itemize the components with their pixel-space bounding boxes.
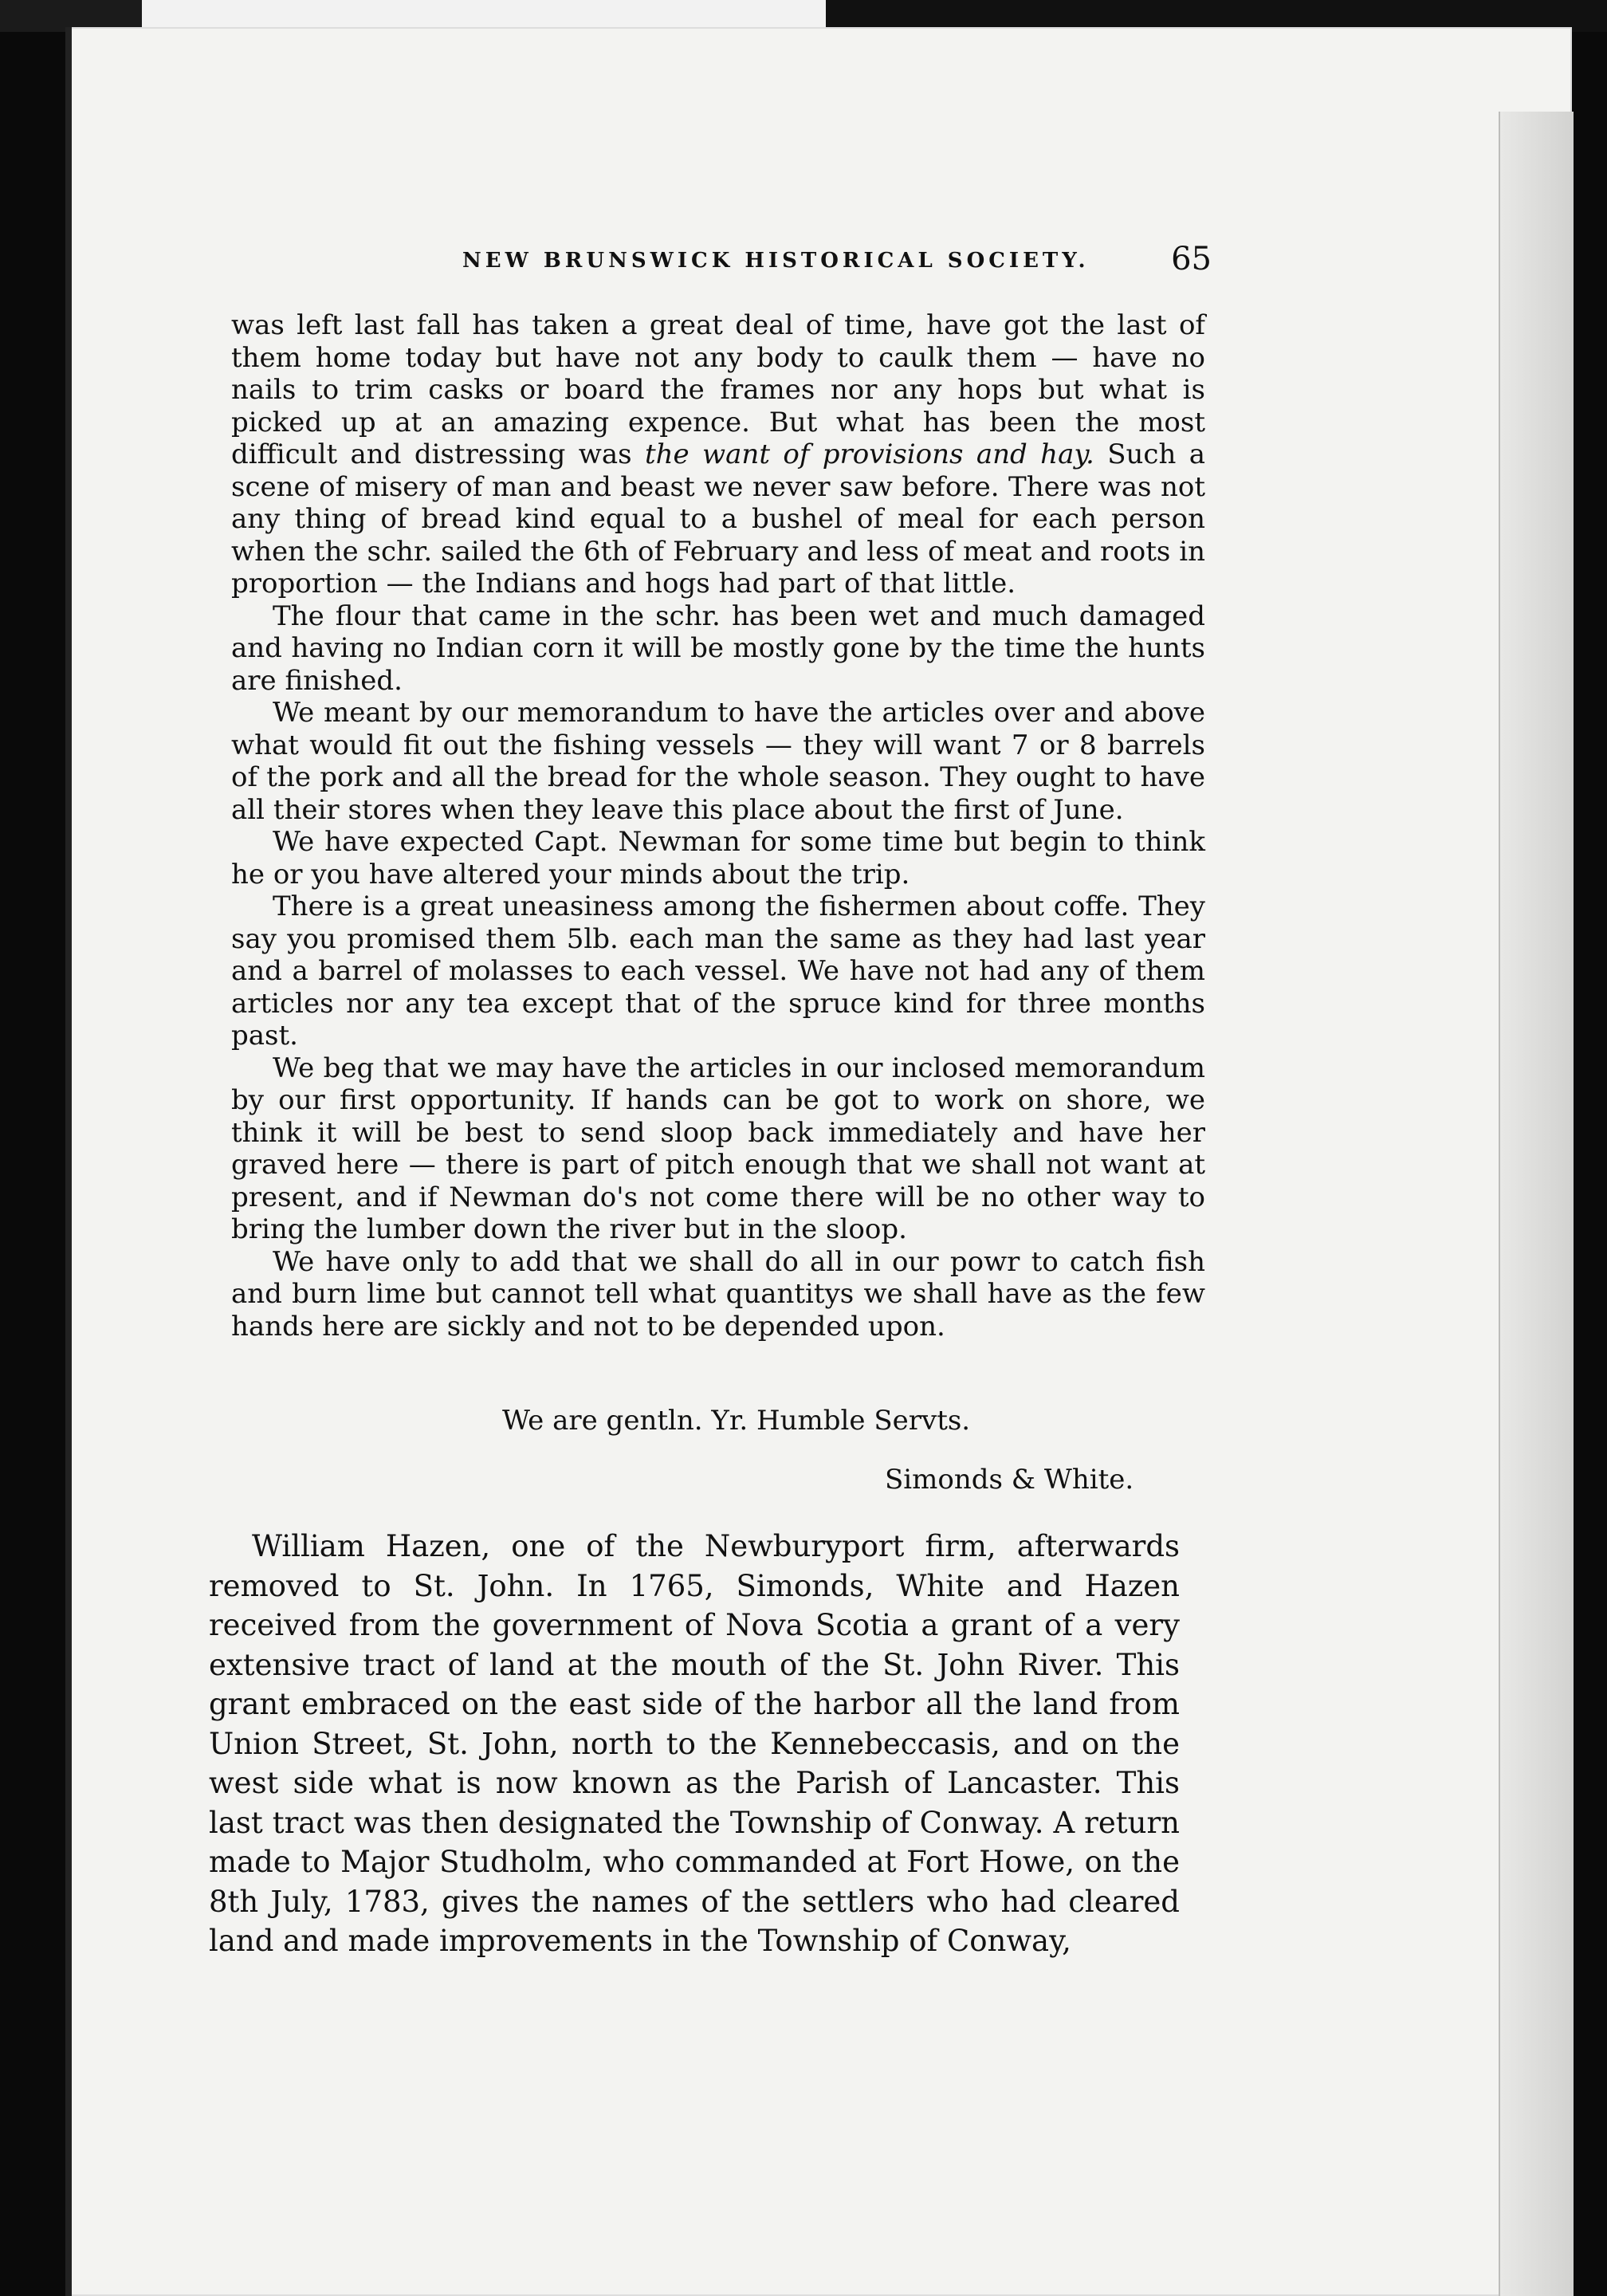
page-left-edge — [65, 27, 72, 2296]
letter-paragraph-1 — [231, 309, 1205, 600]
letter-paragraph-6: We beg that we may have the articles in our inclosed memorandum by our first opportunity. If hands can be got to work on shore, we think it will be best to send sloop back immediately and have her graved here — there is part of pitch enough that we shall not want at present, and if Newman do's not come there will be no other way to bring the lumber down the river but in the sloop. — [231, 1052, 1205, 1245]
letter-paragraph-1-italic: the want of provisions and hay. — [644, 438, 1094, 470]
letter-paragraph-1-part-b: Such a scene of misery of man and beast we never saw before. There was not any thing of bread kind equal to a bushel of meal for each person when the schr. sailed the 6th of February and less of meat and roots in proportion — the Indians and hogs had part of that little. — [231, 438, 1206, 600]
letter-paragraph-3: We meant by our memorandum to have the articles over and above what would fit out the fishing vessels — they will want 7 or 8 barrels of the pork and all the bread for the whole season. They ought to have all their stores when they leave this place about the first of June. — [231, 697, 1205, 826]
running-head: NEW BRUNSWICK HISTORICAL SOCIETY. — [462, 249, 1090, 273]
page-right-edge-shadow — [1499, 112, 1574, 2296]
letter-closing: We are gentln. Yr. Humble Servts. — [502, 1405, 971, 1437]
page-number: 65 — [1171, 241, 1212, 277]
letter-body — [231, 309, 1205, 1343]
letter-signature: Simonds & White. — [885, 1464, 1134, 1496]
letter-paragraph-4: We have expected Capt. Newman for some time but begin to think he or you have altered your minds about the trip. — [231, 826, 1205, 890]
letter-paragraph-7: We have only to add that we shall do all in our powr to catch fish and burn lime but cannot tell what quantitys we shall have as the few hands here are sickly and not to be depended upon. — [231, 1245, 1205, 1343]
commentary-body — [209, 1527, 1180, 1961]
letter-paragraph-2: The flour that came in the schr. has been wet and much damaged and having no Indian corn it will be mostly gone by the time the hunts are finished. — [231, 600, 1205, 697]
commentary-paragraph-1: William Hazen, one of the Newburyport firm, afterwards removed to St. John. In 1765, Simonds, White and Hazen received from the government of Nova Scotia a grant of a very extensive tract of land at the mouth of the St. John River. This grant embraced on the east side of the harbor all the land from Union Street, St. John, north to the Kennebeccasis, and on the west side what is now known as the Parish of Lancaster. This last tract was then designated the Township of Conway. A return made to Major Studholm, who commanded at Fort Howe, on the 8th July, 1783, gives the names of the settlers who had cleared land and made improvements in the Township of Conway, — [209, 1529, 1180, 1958]
letter-paragraph-5: There is a great uneasiness among the fishermen about coffe. They say you promised them 5lb. each man the same as they had last year and a barrel of molasses to each vessel. We have not had any of them articles nor any tea except that of the spruce kind for three months past. — [231, 890, 1205, 1052]
page-header — [231, 241, 1212, 297]
letter-paragraph-1-part-a: was left last fall has taken a great deal of time, have got the last of them home today but have not any body to caulk them — have no nails to trim casks or board the frames nor any hops but what is picked up at an amazing expence. But what has been the most difficult and distressing was — [231, 309, 1205, 470]
